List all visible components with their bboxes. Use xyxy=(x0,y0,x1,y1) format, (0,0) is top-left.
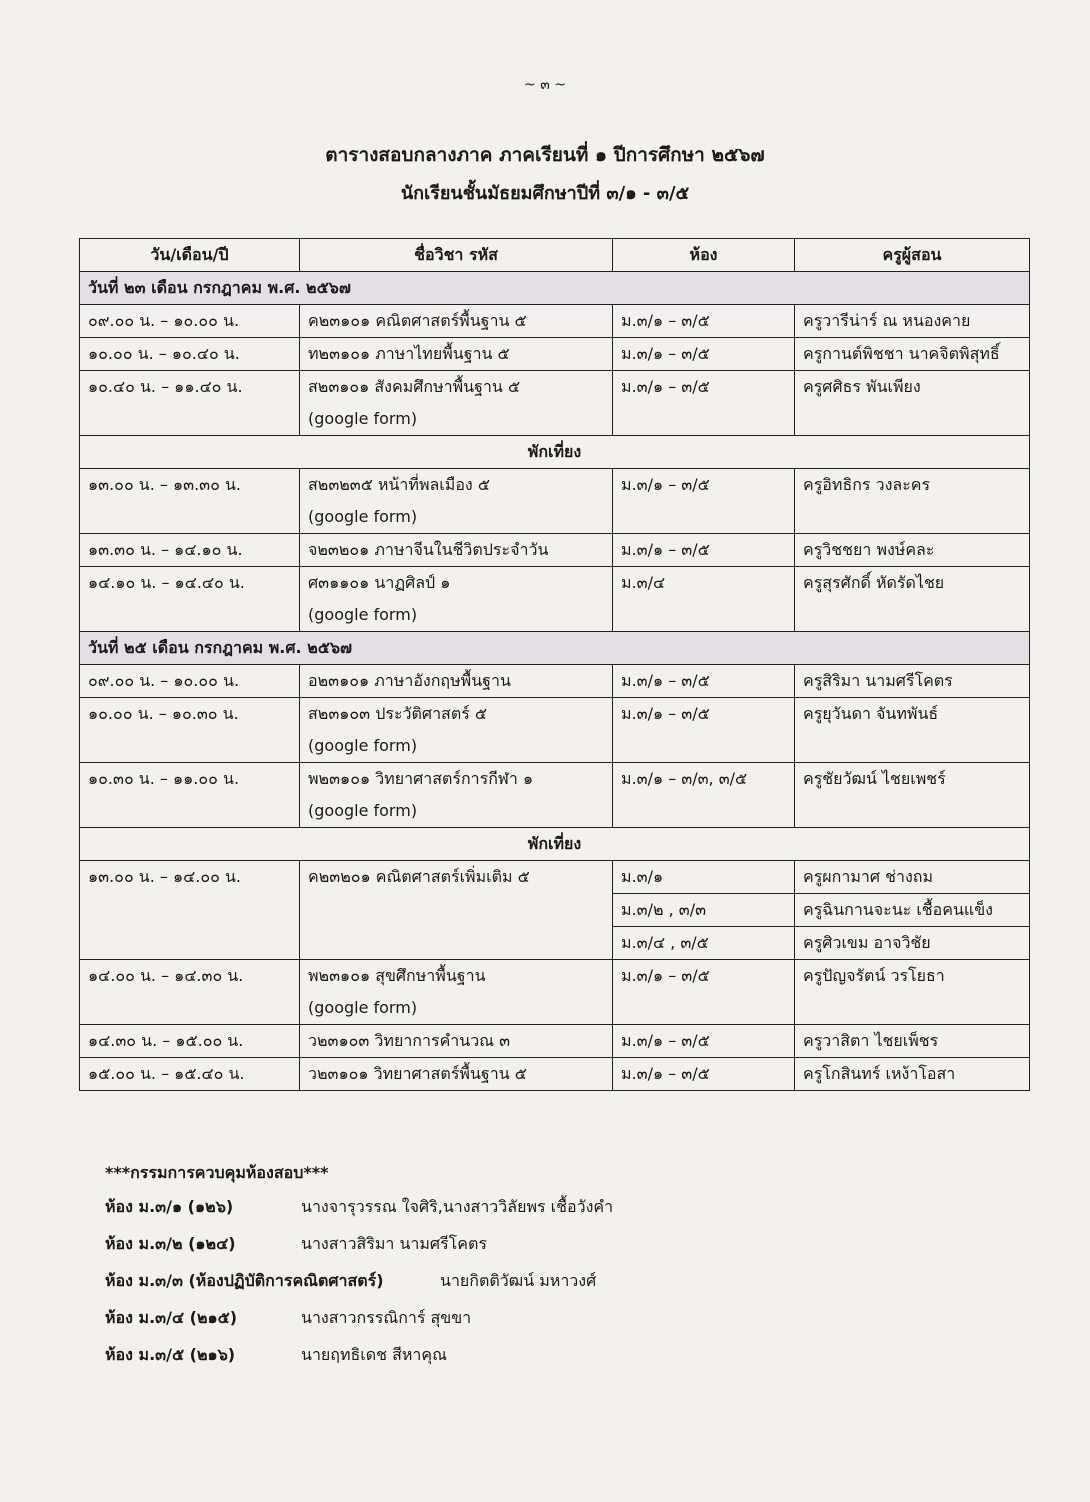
time-cell: ๐๙.๐๐ น. – ๑๐.๐๐ น. xyxy=(80,305,300,338)
google-form-note: (google form) xyxy=(308,801,418,820)
time-cell: ๑๓.๓๐ น. – ๑๔.๑๐ น. xyxy=(80,534,300,567)
teacher-cell: ครูอิทธิกร วงละคร xyxy=(795,469,1030,534)
subject-cell: อ๒๓๑๐๑ ภาษาอังกฤษพื้นฐาน xyxy=(300,665,613,698)
table-row xyxy=(80,763,1030,828)
table-row xyxy=(80,1058,1030,1091)
subject-cell: ว๒๓๑๐๓ วิทยาการคำนวณ ๓ xyxy=(300,1025,613,1058)
subject-name: พ๒๓๑๐๑ สุขศึกษาพื้นฐาน xyxy=(308,966,486,985)
subject-name: ศ๓๑๑๐๑ นาฏศิลป์ ๑ xyxy=(308,573,451,592)
committee-title: ***กรรมการควบคุมห้องสอบ*** xyxy=(105,1163,329,1182)
page-subtitle: นักเรียนชั้นมัธยมศึกษาปีที่ ๓/๑ - ๓/๕ xyxy=(400,183,690,204)
subject-cell xyxy=(300,763,613,828)
room-cell: ม.๓/๑ – ๓/๕ xyxy=(613,371,795,436)
teacher-cell: ครูชัยวัฒน์ ไชยเพชร์ xyxy=(795,763,1030,828)
room-cell: ม.๓/๑ – ๓/๕ xyxy=(613,1058,795,1091)
subject-name: ส๒๓๑๐๑ สังคมศึกษาพื้นฐาน ๕ xyxy=(308,377,521,396)
day-label: วันที่ ๒๓ เดือน กรกฎาคม พ.ศ. ๒๕๖๗ xyxy=(80,272,1030,305)
committee-room: ห้อง ม.๓/๓ (ห้องปฏิบัติการคณิตศาสตร์) xyxy=(105,1271,384,1290)
room-cell: ม.๓/๑ – ๓/๕ xyxy=(613,534,795,567)
subject-cell xyxy=(300,371,613,436)
subject-cell xyxy=(300,469,613,534)
exam-schedule-table xyxy=(79,238,1030,1091)
room-cell: ม.๓/๑ – ๓/๕ xyxy=(613,698,795,763)
committee-names: นางสาวกรรณิการ์ สุขขา xyxy=(301,1308,472,1327)
time-cell: ๑๐.๐๐ น. – ๑๐.๓๐ น. xyxy=(80,698,300,763)
table-row xyxy=(80,1025,1030,1058)
time-cell: ๑๐.๓๐ น. – ๑๑.๐๐ น. xyxy=(80,763,300,828)
page-number: ~ ๓ ~ xyxy=(524,77,566,93)
committee-row xyxy=(105,1336,613,1373)
table-row xyxy=(80,861,1030,894)
google-form-note: (google form) xyxy=(308,605,418,624)
lunch-label: พักเที่ยง xyxy=(80,436,1030,469)
committee-room: ห้อง ม.๓/๕ (๒๑๖) xyxy=(105,1345,236,1364)
subject-name: พ๒๓๑๐๑ วิทยาศาสตร์การกีฬา ๑ xyxy=(308,769,534,788)
room-cell: ม.๓/๑ – ๓/๕ xyxy=(613,1025,795,1058)
subject-name: ส๒๓๒๓๕ หน้าที่พลเมือง ๕ xyxy=(308,475,490,494)
time-cell: ๑๔.๐๐ น. – ๑๔.๓๐ น. xyxy=(80,960,300,1025)
lunch-break-row xyxy=(80,436,1030,469)
room-cell: ม.๓/๔ , ๓/๕ xyxy=(613,927,795,960)
subject-cell: จ๒๓๒๐๑ ภาษาจีนในชีวิตประจำวัน xyxy=(300,534,613,567)
committee-row xyxy=(105,1225,613,1262)
committee-room: ห้อง ม.๓/๒ (๑๒๔) xyxy=(105,1234,236,1253)
teacher-cell: ครูฉินกานจะนะ เชื้อคนแข็ง xyxy=(795,894,1030,927)
teacher-cell: ครูกานต์พิชชา นาคจิตพิสุทธิ์ xyxy=(795,338,1030,371)
committee-row xyxy=(105,1299,613,1336)
committee-room: ห้อง ม.๓/๑ (๑๒๖) xyxy=(105,1197,234,1216)
committee-row xyxy=(105,1262,613,1299)
room-cell: ม.๓/๑ xyxy=(613,861,795,894)
header-room: ห้อง xyxy=(613,239,795,272)
header-subject: ชื่อวิชา รหัส xyxy=(300,239,613,272)
time-cell: ๐๙.๐๐ น. – ๑๐.๐๐ น. xyxy=(80,665,300,698)
committee-room: ห้อง ม.๓/๔ (๒๑๕) xyxy=(105,1308,238,1327)
room-cell: ม.๓/๑ – ๓/๕ xyxy=(613,469,795,534)
table-row xyxy=(80,960,1030,1025)
table-row xyxy=(80,567,1030,632)
room-cell: ม.๓/๑ – ๓/๕ xyxy=(613,338,795,371)
subject-cell: ค๒๓๒๐๑ คณิตศาสตร์เพิ่มเติม ๕ xyxy=(300,861,613,960)
committee-names: นายกิตติวัฒน์ มหาวงศ์ xyxy=(440,1271,597,1290)
table-row xyxy=(80,371,1030,436)
table-row xyxy=(80,698,1030,763)
subject-cell xyxy=(300,698,613,763)
exam-committee-section xyxy=(105,1158,613,1373)
committee-row xyxy=(105,1188,613,1225)
table-header-row xyxy=(80,239,1030,272)
room-cell: ม.๓/๑ – ๓/๕ xyxy=(613,305,795,338)
header-date: วัน/เดือน/ปี xyxy=(80,239,300,272)
subject-cell xyxy=(300,960,613,1025)
table-row xyxy=(80,305,1030,338)
subject-name: ส๒๓๑๐๓ ประวัติศาสตร์ ๕ xyxy=(308,704,487,723)
committee-names: นางสาวสิริมา นามศรีโคตร xyxy=(301,1234,487,1253)
header-teacher: ครูผู้สอน xyxy=(795,239,1030,272)
teacher-cell: ครูศศิธร พันเพียง xyxy=(795,371,1030,436)
room-cell: ม.๓/๑ – ๓/๓, ๓/๕ xyxy=(613,763,795,828)
subject-cell: ค๒๓๑๐๑ คณิตศาสตร์พื้นฐาน ๕ xyxy=(300,305,613,338)
table-row xyxy=(80,534,1030,567)
room-cell: ม.๓/๔ xyxy=(613,567,795,632)
lunch-break-row xyxy=(80,828,1030,861)
table-row xyxy=(80,469,1030,534)
google-form-note: (google form) xyxy=(308,507,418,526)
room-cell: ม.๓/๒ , ๓/๓ xyxy=(613,894,795,927)
day-row-1 xyxy=(80,272,1030,305)
time-cell: ๑๕.๐๐ น. – ๑๕.๔๐ น. xyxy=(80,1058,300,1091)
time-cell: ๑๓.๐๐ น. – ๑๔.๐๐ น. xyxy=(80,861,300,960)
day-label: วันที่ ๒๕ เดือน กรกฎาคม พ.ศ. ๒๕๖๗ xyxy=(80,632,1030,665)
google-form-note: (google form) xyxy=(308,998,418,1017)
teacher-cell: ครูวิชชยา พงษ์คละ xyxy=(795,534,1030,567)
lunch-label: พักเที่ยง xyxy=(80,828,1030,861)
time-cell: ๑๐.๔๐ น. – ๑๑.๔๐ น. xyxy=(80,371,300,436)
teacher-cell: ครูผกามาศ ช่างถม xyxy=(795,861,1030,894)
time-cell: ๑๓.๐๐ น. – ๑๓.๓๐ น. xyxy=(80,469,300,534)
google-form-note: (google form) xyxy=(308,736,418,755)
teacher-cell: ครูสุรศักดิ์ หัดรัดไชย xyxy=(795,567,1030,632)
teacher-cell: ครูสิริมา นามศรีโคตร xyxy=(795,665,1030,698)
time-cell: ๑๔.๑๐ น. – ๑๔.๔๐ น. xyxy=(80,567,300,632)
teacher-cell: ครูปัญจรัตน์ วรโยธา xyxy=(795,960,1030,1025)
teacher-cell: ครูศิวเขม อาจวิชัย xyxy=(795,927,1030,960)
time-cell: ๑๔.๓๐ น. – ๑๕.๐๐ น. xyxy=(80,1025,300,1058)
teacher-cell: ครูวาสิตา ไชยเพ็ชร xyxy=(795,1025,1030,1058)
room-cell: ม.๓/๑ – ๓/๕ xyxy=(613,665,795,698)
teacher-cell: ครูยุวันดา จันทพันธ์ xyxy=(795,698,1030,763)
teacher-cell: ครูโกสินทร์ เหง้าโอสา xyxy=(795,1058,1030,1091)
subject-cell xyxy=(300,567,613,632)
page-title: ตารางสอบกลางภาค ภาคเรียนที่ ๑ ปีการศึกษา ๒๕๖๗ xyxy=(325,144,765,166)
committee-names: นางจารุวรรณ ใจศิริ,นางสาววิลัยพร เชื้อวังคำ xyxy=(301,1197,614,1216)
table-row xyxy=(80,338,1030,371)
teacher-cell: ครูวารีน่าร์ ณ หนองคาย xyxy=(795,305,1030,338)
google-form-note: (google form) xyxy=(308,409,418,428)
committee-names: นายฤทธิเดช สีหาคุณ xyxy=(301,1345,447,1364)
table-row xyxy=(80,665,1030,698)
time-cell: ๑๐.๐๐ น. – ๑๐.๔๐ น. xyxy=(80,338,300,371)
subject-cell: ท๒๓๑๐๑ ภาษาไทยพื้นฐาน ๕ xyxy=(300,338,613,371)
subject-cell: ว๒๓๑๐๑ วิทยาศาสตร์พื้นฐาน ๕ xyxy=(300,1058,613,1091)
room-cell: ม.๓/๑ – ๓/๕ xyxy=(613,960,795,1025)
day-row-2 xyxy=(80,632,1030,665)
